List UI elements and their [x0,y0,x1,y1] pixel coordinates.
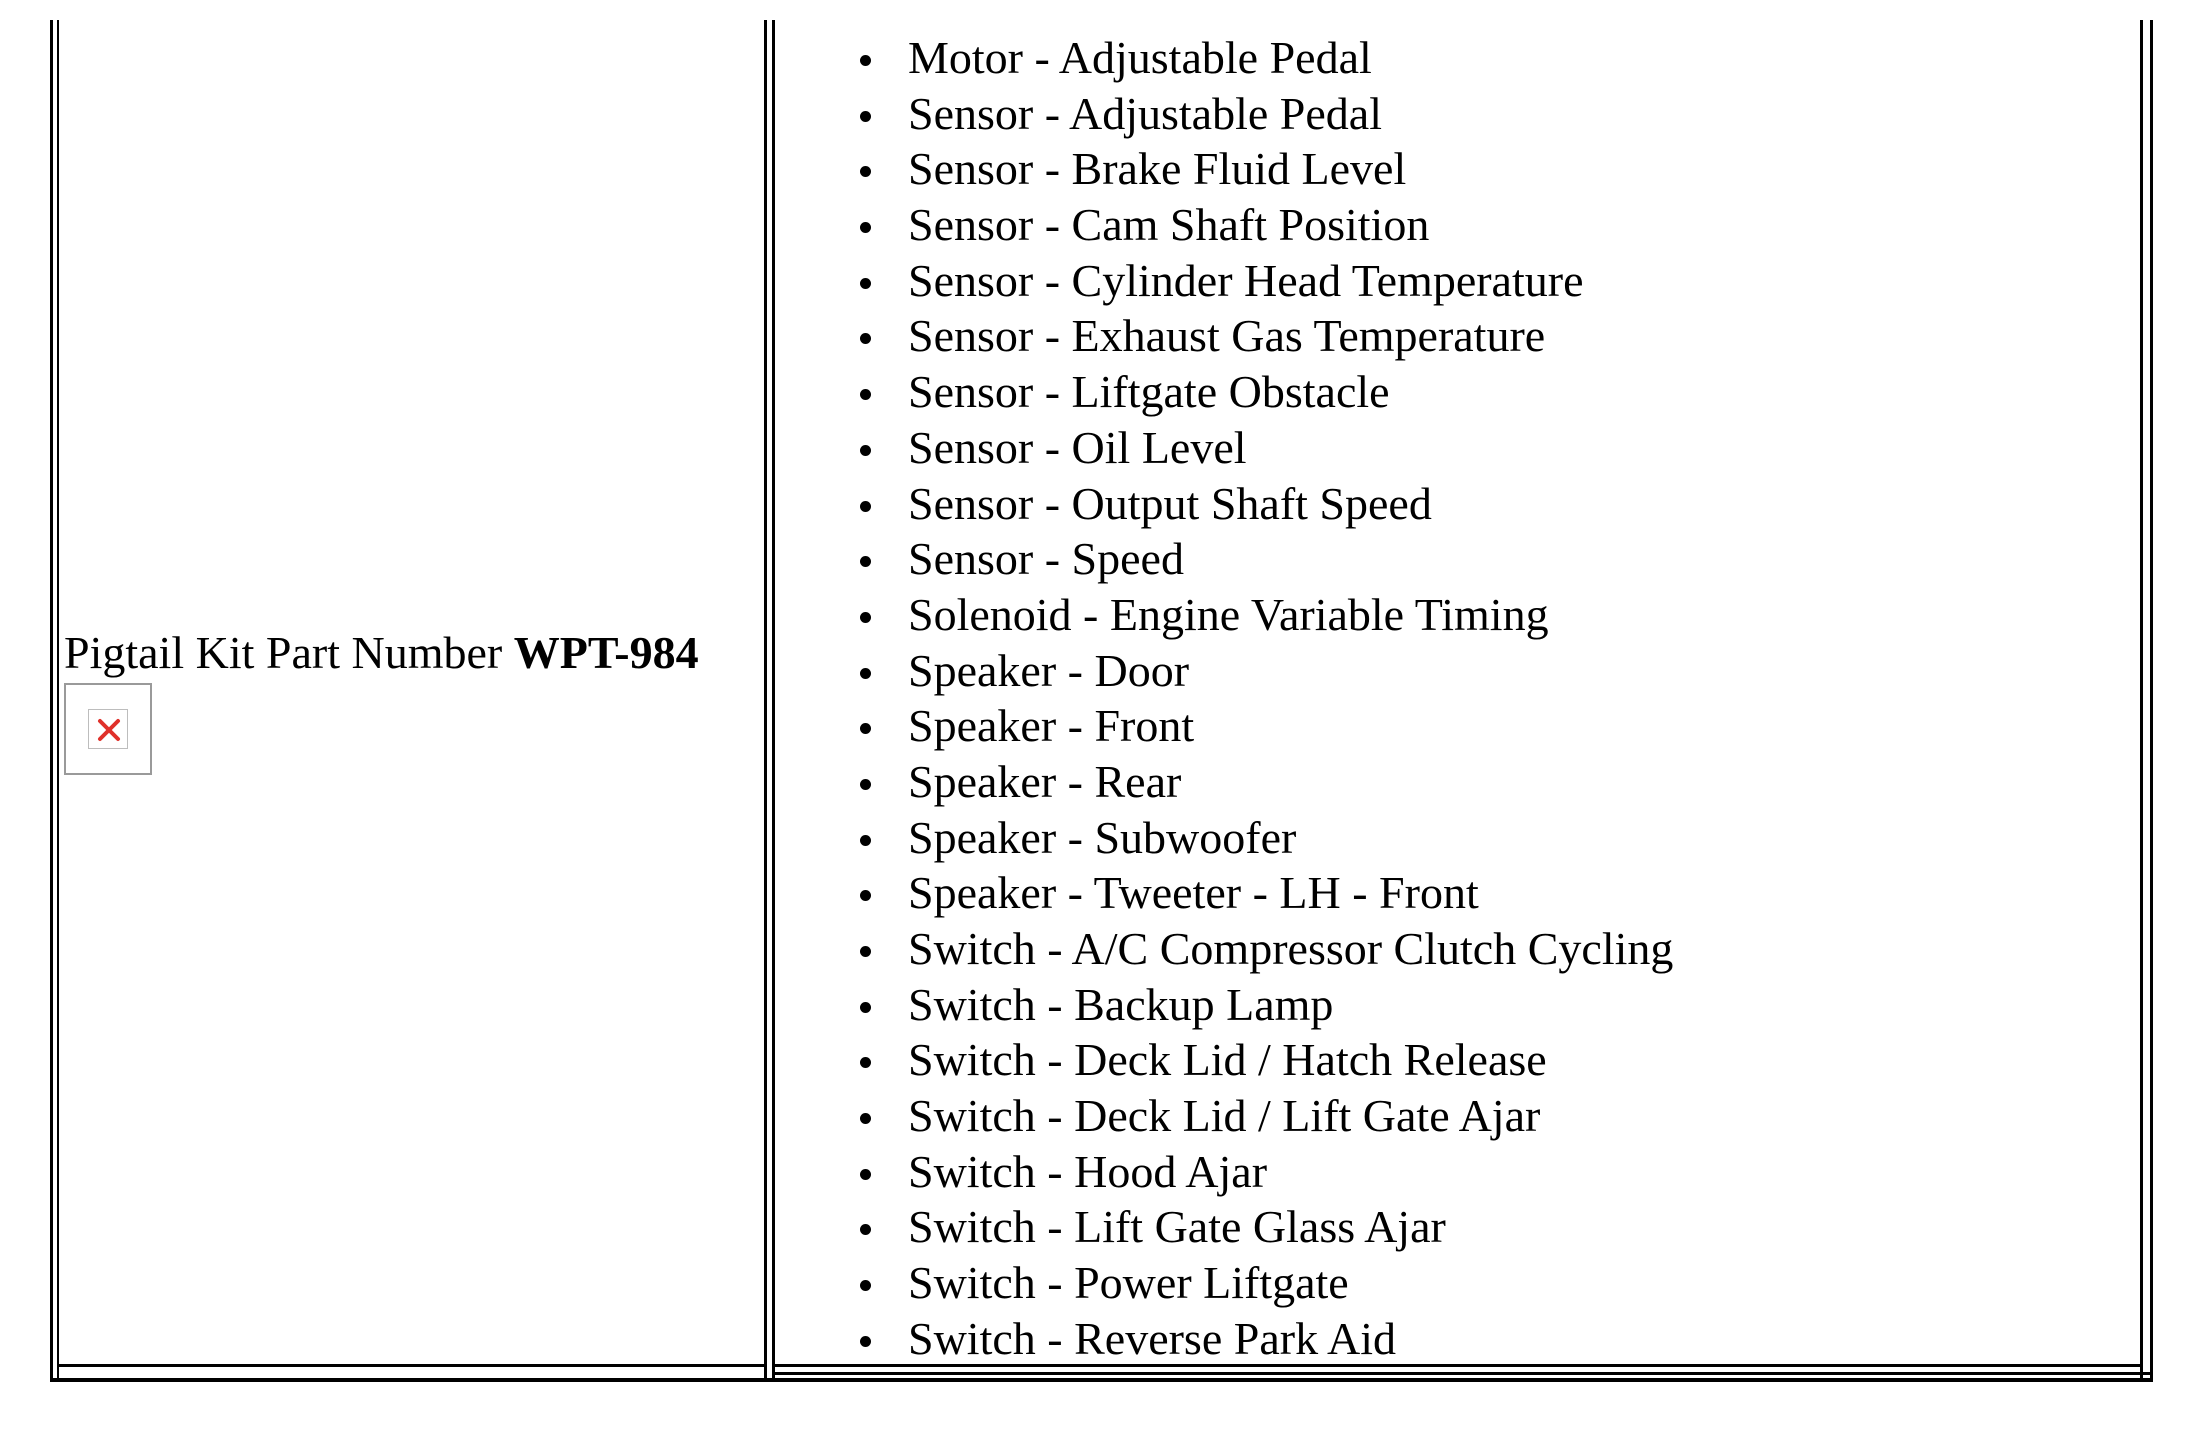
list-item: Sensor - Speed [860,531,1673,587]
table-bottom-border-inner-left [57,1364,767,1367]
list-item: Switch - Hood Ajar [860,1144,1673,1200]
table-cell-divider-left [764,20,767,1380]
list-item: Switch - Power Liftgate [860,1255,1673,1311]
list-item: Switch - Deck Lid / Hatch Release [860,1032,1673,1088]
table-outer-right-border-inner [2140,20,2143,1380]
list-item: Sensor - Adjustable Pedal [860,86,1673,142]
pigtail-kit-caption [64,624,770,682]
pigtail-kit-image [64,683,152,775]
list-item: Sensor - Oil Level [860,420,1673,476]
list-item: Speaker - Tweeter - LH - Front [860,865,1673,921]
list-item: Speaker - Subwoofer [860,810,1673,866]
table-outer-right-border [2150,20,2153,1380]
list-item: Switch - Reverse Park Aid [860,1311,1673,1367]
list-item: Speaker - Door [860,643,1673,699]
table-outer-left-border-inner [57,20,59,1380]
list-item: Switch - Backup Lamp [860,977,1673,1033]
parts-list [860,30,1673,1367]
list-item: Sensor - Cam Shaft Position [860,197,1673,253]
list-item: Switch - A/C Compressor Clutch Cycling [860,921,1673,977]
list-item: Speaker - Rear [860,754,1673,810]
list-item: Sensor - Exhaust Gas Temperature [860,308,1673,364]
list-item: Solenoid - Engine Variable Timing [860,587,1673,643]
list-item: Sensor - Brake Fluid Level [860,141,1673,197]
list-item: Sensor - Cylinder Head Temperature [860,253,1673,309]
part-number: WPT-984 [513,627,699,678]
list-item: Switch - Deck Lid / Lift Gate Ajar [860,1088,1673,1144]
caption-prefix: Pigtail Kit Part Number [64,627,503,678]
list-item: Sensor - Output Shaft Speed [860,476,1673,532]
broken-image-icon [88,709,128,749]
list-item: Switch - Lift Gate Glass Ajar [860,1199,1673,1255]
list-item: Speaker - Front [860,698,1673,754]
table-cell-divider-right [772,20,775,1380]
table-outer-left-border [50,20,53,1380]
table-bottom-border-outer [50,1378,2153,1382]
list-item: Motor - Adjustable Pedal [860,30,1673,86]
list-item: Sensor - Liftgate Obstacle [860,364,1673,420]
table-bottom-border-inner-right-2 [772,1372,2153,1375]
table-cell-left [64,624,770,682]
